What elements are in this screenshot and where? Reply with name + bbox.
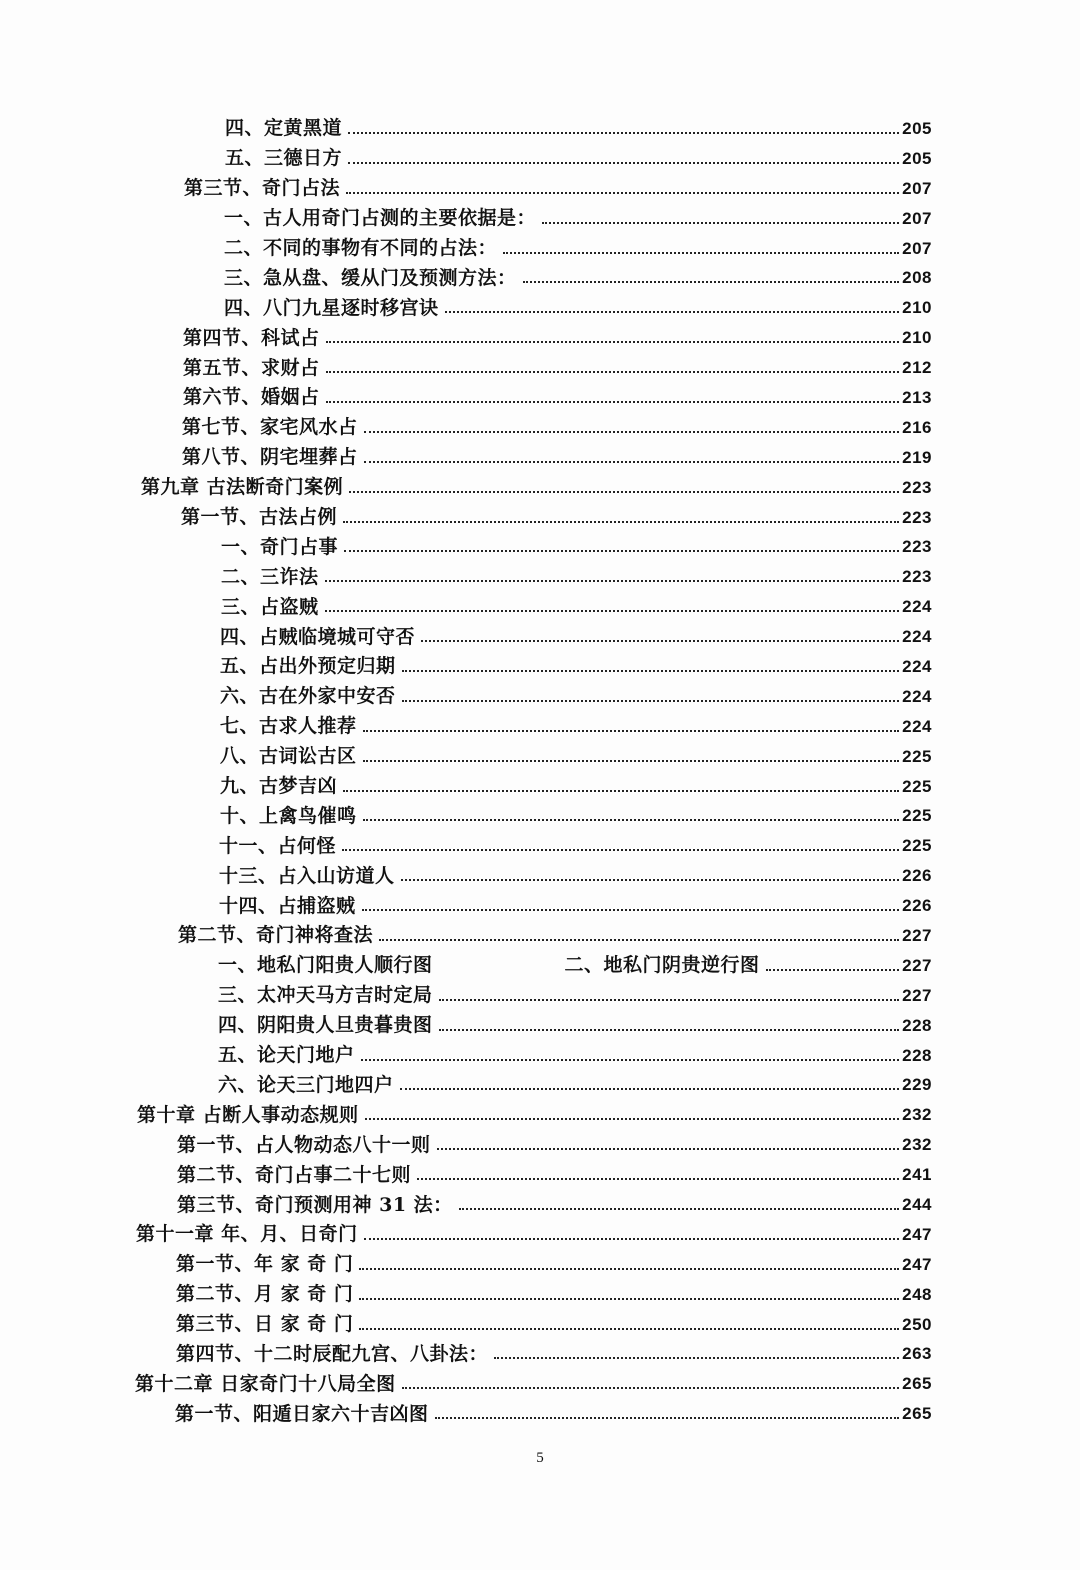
- toc-entry[interactable]: [0, 1069, 932, 1099]
- toc-entry-page: 205: [902, 148, 932, 168]
- toc-entry-page: 223: [902, 537, 932, 557]
- toc-entry[interactable]: [0, 1248, 932, 1278]
- toc-entry-title: 四、八门九星逐时移宫诀: [224, 296, 439, 319]
- toc-entry[interactable]: [0, 650, 932, 680]
- toc-entry-title: 第三节、日 家 奇 门: [176, 1313, 354, 1336]
- dot-leader: [326, 371, 900, 373]
- toc-entry[interactable]: [0, 441, 932, 471]
- toc-entry-page: 244: [902, 1195, 932, 1214]
- toc-entry-title: 第三节、奇门占法: [184, 177, 341, 200]
- toc-entry[interactable]: [0, 1308, 932, 1338]
- toc-entry-page: 205: [902, 118, 932, 138]
- dot-leader: [401, 879, 900, 881]
- toc-entry-page: 248: [902, 1284, 932, 1304]
- toc-entry-title: 第一节、阳遁日家六十吉凶图: [175, 1402, 429, 1425]
- toc-entry[interactable]: [0, 799, 932, 829]
- dot-leader: [348, 162, 899, 164]
- toc-entry-title: 十四、占捕盗贼: [219, 894, 356, 917]
- toc-entry[interactable]: [0, 919, 932, 949]
- toc-entry[interactable]: [0, 321, 932, 351]
- dot-leader: [365, 1118, 900, 1120]
- dot-leader: [363, 730, 900, 732]
- toc-entry-page: 241: [902, 1165, 932, 1185]
- toc-entry[interactable]: [0, 261, 932, 291]
- toc-entry-title: 八、古词讼古区: [220, 745, 357, 768]
- toc-entry[interactable]: [0, 979, 932, 1009]
- dot-leader: [361, 1059, 900, 1061]
- toc-entry-page: 227: [902, 925, 932, 945]
- toc-entry[interactable]: [0, 1158, 932, 1188]
- toc-entry[interactable]: [0, 1128, 932, 1158]
- toc-entry-title-secondary: 二、地私门阴贵逆行图: [564, 954, 760, 977]
- dot-leader: [542, 222, 899, 224]
- toc-entry-page: 225: [902, 836, 932, 856]
- toc-entry-title: 第七节、家宅风水占: [182, 416, 358, 439]
- dot-leader: [445, 311, 900, 313]
- dot-leader: [402, 700, 900, 702]
- toc-entry[interactable]: [0, 1188, 932, 1218]
- toc-entry-page: 224: [902, 686, 932, 706]
- toc-entry-page: 216: [902, 417, 932, 437]
- toc-entry-page: 207: [902, 208, 932, 228]
- dot-leader: [343, 521, 899, 523]
- toc-entry-title: 四、定黄黑道: [225, 117, 343, 140]
- toc-entry-page: 213: [902, 387, 932, 407]
- dot-leader: [402, 670, 900, 672]
- toc-entry[interactable]: [0, 530, 932, 560]
- toc-entry-title: 第四节、十二时辰配九宫、八卦法：: [176, 1342, 489, 1365]
- toc-entry[interactable]: [0, 501, 932, 531]
- toc-entry[interactable]: [0, 411, 932, 441]
- toc-entry[interactable]: [0, 142, 932, 172]
- toc-entry[interactable]: [0, 1039, 932, 1069]
- toc-entry-title: 六、论天三门地四户: [218, 1073, 394, 1096]
- toc-entry-page: 227: [902, 985, 932, 1005]
- dot-leader: [363, 760, 900, 762]
- toc-entry-title: 第十章 占断人事动态规则: [137, 1103, 359, 1126]
- dot-leader: [362, 909, 900, 911]
- dot-leader: [421, 640, 899, 642]
- dot-leader: [325, 610, 900, 612]
- toc-entry-page: 232: [902, 1105, 932, 1125]
- toc-entry-page: 223: [902, 567, 932, 587]
- page-number: 5: [536, 1450, 544, 1466]
- dot-leader: [400, 1088, 900, 1090]
- toc-entry-page: 212: [902, 358, 932, 378]
- toc-entry-title: 第二节、月 家 奇 门: [176, 1283, 354, 1306]
- toc-entry[interactable]: [0, 680, 932, 710]
- toc-entry-page: 227: [902, 955, 932, 975]
- toc-entry-title: 一、奇门占事: [221, 535, 339, 558]
- dot-leader: [342, 849, 899, 851]
- toc-entry[interactable]: [0, 889, 932, 919]
- toc-entry-title: 第九章 古法断奇门案例: [141, 476, 344, 499]
- dot-leader: [364, 1238, 900, 1240]
- toc-entry-title: 十一、占何怪: [219, 834, 337, 857]
- toc-entry[interactable]: [0, 291, 932, 321]
- dot-leader: [346, 192, 899, 194]
- toc-entry-title: 第二节、奇门占事二十七则: [177, 1163, 412, 1186]
- toc-entry-page: 226: [902, 896, 932, 916]
- toc-entry[interactable]: [0, 1278, 932, 1308]
- toc-entry-page: 224: [902, 627, 932, 647]
- toc-entry-page: 247: [902, 1224, 932, 1244]
- toc-entry-title: 四、阴阳贵人旦贵暮贵图: [218, 1014, 433, 1037]
- toc-entry-title: 第三节、奇门预测用神 31 法：: [177, 1193, 453, 1216]
- dot-leader: [359, 1328, 899, 1330]
- dot-leader: [326, 341, 900, 343]
- dot-leader: [494, 1357, 899, 1359]
- table-of-contents: [0, 112, 1080, 1427]
- toc-entry-title: 一、古人用奇门占测的主要依据是：: [224, 207, 537, 230]
- toc-entry-title: 三、太冲天马方吉时定局: [218, 984, 433, 1007]
- dot-leader: [766, 969, 900, 971]
- toc-entry-page: 207: [902, 178, 932, 198]
- dot-leader: [439, 999, 900, 1001]
- dot-leader: [363, 819, 900, 821]
- toc-entry-title: 第十一章 年、月、日奇门: [136, 1223, 358, 1246]
- dot-leader: [379, 939, 899, 941]
- dot-leader: [439, 1029, 900, 1031]
- toc-entry[interactable]: [0, 1397, 932, 1427]
- dot-leader: [343, 790, 899, 792]
- toc-entry-page: 226: [902, 866, 932, 886]
- toc-entry[interactable]: [0, 560, 932, 590]
- toc-entry-page: 265: [902, 1404, 932, 1424]
- dot-leader: [364, 461, 900, 463]
- toc-entry-page: 228: [902, 1015, 932, 1035]
- toc-entry-page: 228: [902, 1045, 932, 1065]
- toc-entry-page: 219: [902, 447, 932, 467]
- toc-entry-title: 第二节、奇门神将查法: [178, 924, 374, 947]
- toc-entry-page: 265: [902, 1374, 932, 1394]
- toc-entry[interactable]: [0, 202, 932, 232]
- toc-entry-title: 第八节、阴宅埋葬占: [182, 446, 358, 469]
- toc-entry-title: 三、急从盘、缓从门及预测方法：: [224, 266, 517, 289]
- toc-entry-title: 七、古求人推荐: [220, 715, 357, 738]
- dot-leader: [325, 580, 900, 582]
- dot-leader: [348, 132, 899, 134]
- toc-entry-title: 十、上禽鸟催鸣: [220, 804, 357, 827]
- toc-entry-page: 225: [902, 776, 932, 796]
- toc-entry-title: 四、占贼临境城可守否: [220, 625, 416, 648]
- dot-leader: [523, 281, 900, 283]
- toc-entry-title: 九、古梦吉凶: [220, 775, 338, 798]
- toc-entry-title: 第一节、古法占例: [181, 506, 338, 529]
- toc-entry[interactable]: [0, 949, 932, 979]
- dot-leader: [359, 1298, 899, 1300]
- toc-entry-page: 229: [902, 1075, 932, 1095]
- toc-entry-title: 五、三德日方: [225, 147, 343, 170]
- toc-entry[interactable]: [0, 1218, 932, 1248]
- toc-entry[interactable]: [0, 1098, 932, 1128]
- toc-entry[interactable]: [0, 1338, 932, 1368]
- dot-leader: [326, 401, 900, 403]
- dot-leader: [402, 1387, 900, 1389]
- toc-entry[interactable]: [0, 829, 932, 859]
- toc-entry-title: 二、不同的事物有不同的占法：: [224, 237, 498, 259]
- toc-entry[interactable]: [0, 620, 932, 650]
- toc-entry[interactable]: [0, 740, 932, 770]
- dot-leader: [503, 252, 899, 254]
- toc-entry-page: 223: [902, 477, 932, 497]
- toc-entry-page: 232: [902, 1135, 932, 1155]
- toc-entry[interactable]: [0, 232, 932, 262]
- toc-entry[interactable]: [0, 351, 932, 381]
- toc-entry-page: 224: [902, 656, 932, 676]
- toc-entry[interactable]: [0, 770, 932, 800]
- toc-entry-page: 263: [902, 1344, 932, 1364]
- dot-leader: [459, 1208, 899, 1210]
- toc-entry[interactable]: [0, 1009, 932, 1039]
- toc-entry[interactable]: [0, 859, 932, 889]
- toc-entry-page: 210: [902, 328, 932, 348]
- toc-entry[interactable]: [0, 172, 932, 202]
- toc-entry[interactable]: [0, 590, 932, 620]
- toc-entry[interactable]: [0, 471, 932, 501]
- toc-entry-page: 247: [902, 1254, 932, 1274]
- toc-entry-title: 二、三诈法: [221, 565, 319, 588]
- toc-entry[interactable]: [0, 710, 932, 740]
- toc-entry-title: 第一节、占人物动态八十一则: [177, 1133, 431, 1156]
- toc-entry-page: 250: [902, 1314, 932, 1334]
- toc-entry-title: 五、占出外预定归期: [220, 655, 396, 678]
- toc-entry[interactable]: [0, 112, 932, 142]
- dot-leader: [344, 550, 899, 552]
- dot-leader: [359, 1268, 899, 1270]
- toc-entry-title: 第四节、科试占: [183, 326, 320, 349]
- toc-entry-title: 一、地私门阳贵人顺行图: [218, 954, 433, 977]
- toc-entry-page: 225: [902, 746, 932, 766]
- toc-entry-title: 第一节、年 家 奇 门: [176, 1253, 354, 1276]
- toc-entry[interactable]: [0, 1367, 932, 1397]
- dot-leader: [435, 1417, 900, 1419]
- toc-entry-page: 208: [902, 268, 932, 288]
- toc-entry-page: 207: [902, 238, 932, 258]
- toc-entry-page: 223: [902, 507, 932, 527]
- toc-entry-title: 三、占盗贼: [221, 595, 319, 618]
- toc-entry-title: 第十二章 日家奇门十八局全图: [135, 1372, 396, 1395]
- toc-entry-page: 210: [902, 298, 932, 318]
- dot-leader: [364, 431, 900, 433]
- toc-entry-title: 十三、占入山访道人: [219, 864, 395, 887]
- toc-entry-title: 五、论天门地户: [218, 1044, 355, 1067]
- toc-entry-page: 224: [902, 597, 932, 617]
- toc-entry-title: 六、古在外家中安否: [220, 685, 396, 708]
- dot-leader: [417, 1178, 899, 1180]
- toc-entry-page: 224: [902, 716, 932, 736]
- dot-leader: [349, 491, 899, 493]
- toc-entry-title: 第五节、求财占: [183, 356, 320, 379]
- dot-leader: [437, 1148, 900, 1150]
- toc-entry-title: 第六节、婚姻占: [183, 386, 320, 409]
- toc-entry[interactable]: [0, 381, 932, 411]
- toc-entry-page: 225: [902, 806, 932, 826]
